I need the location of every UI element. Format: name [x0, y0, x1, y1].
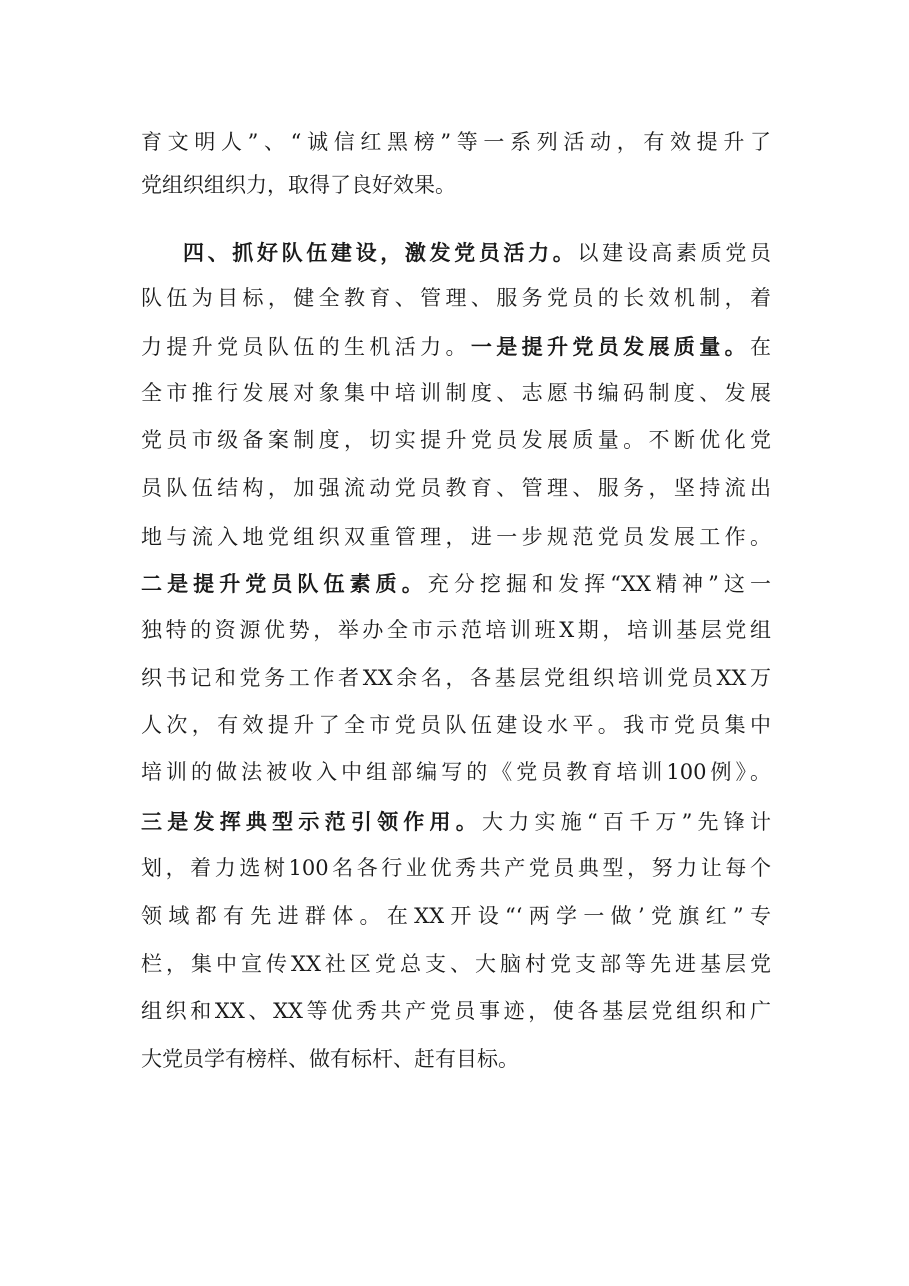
paragraph-text: 以建设高素质党员: [577, 241, 772, 265]
paragraph-line: 独特的资源优势，举办全市示范培训班X期，培训基层党组: [141, 618, 771, 642]
paragraph-line: 全市推行发展对象集中培训制度、志愿书编码制度、发展: [141, 381, 771, 405]
section-heading-line: [141, 233, 771, 273]
paragraph-line: [141, 802, 771, 842]
section-heading: 四、抓好队伍建设，激发党员活力。: [183, 241, 578, 265]
paragraph-line: 领域都有先进群体。在XX开设“‘两学一做’党旗红”专: [141, 904, 771, 928]
paragraph-text: 大力实施“百千万”先锋计: [482, 810, 771, 834]
paragraph-line: 党组织组织力，取得了良好效果。: [141, 173, 456, 197]
paragraph-line: [141, 327, 771, 367]
paragraph-line: [141, 564, 771, 604]
paragraph-line: 育文明人”、“诚信红黑榜”等一系列活动，有效提升了: [141, 130, 771, 154]
paragraph-text: 充分挖掘和发挥“XX精神”这一: [427, 572, 772, 596]
paragraph-line: 组织和XX、XX等优秀共产党员事迹，使各基层党组织和广: [141, 999, 771, 1023]
subsection-heading: 三是发挥典型示范引领作用。: [141, 810, 482, 834]
paragraph-line: 栏，集中宣传XX社区党总支、大脑村党支部等先进基层党: [141, 952, 771, 976]
paragraph-line: 地与流入地党组织双重管理，进一步规范党员发展工作。: [141, 525, 771, 549]
paragraph-text: 力提升党员队伍的生机活力。: [141, 335, 471, 359]
paragraph-line: 队伍为目标，健全教育、管理、服务党员的长效机制，着: [141, 286, 771, 310]
paragraph-line: 培训的做法被收入中组部编写的《党员教育培训100例》。: [141, 760, 771, 784]
paragraph-line: 大党员学有榜样、做有标杆、赶有目标。: [141, 1047, 519, 1071]
paragraph-line: 划，着力选树100名各行业优秀共产党员典型，努力让每个: [141, 856, 771, 880]
paragraph-line: 织书记和党务工作者XX余名，各基层党组织培训党员XX万: [141, 666, 771, 690]
paragraph-text: 在: [750, 335, 771, 359]
paragraph-line: 人次，有效提升了全市党员队伍建设水平。我市党员集中: [141, 713, 771, 737]
paragraph-line: 党员市级备案制度，切实提升党员发展质量。不断优化党: [141, 428, 771, 452]
paragraph-line: 员队伍结构，加强流动党员教育、管理、服务，坚持流出: [141, 476, 771, 500]
subsection-heading: 一是提升党员发展质量。: [470, 335, 750, 359]
subsection-heading: 二是提升党员队伍素质。: [141, 572, 428, 596]
